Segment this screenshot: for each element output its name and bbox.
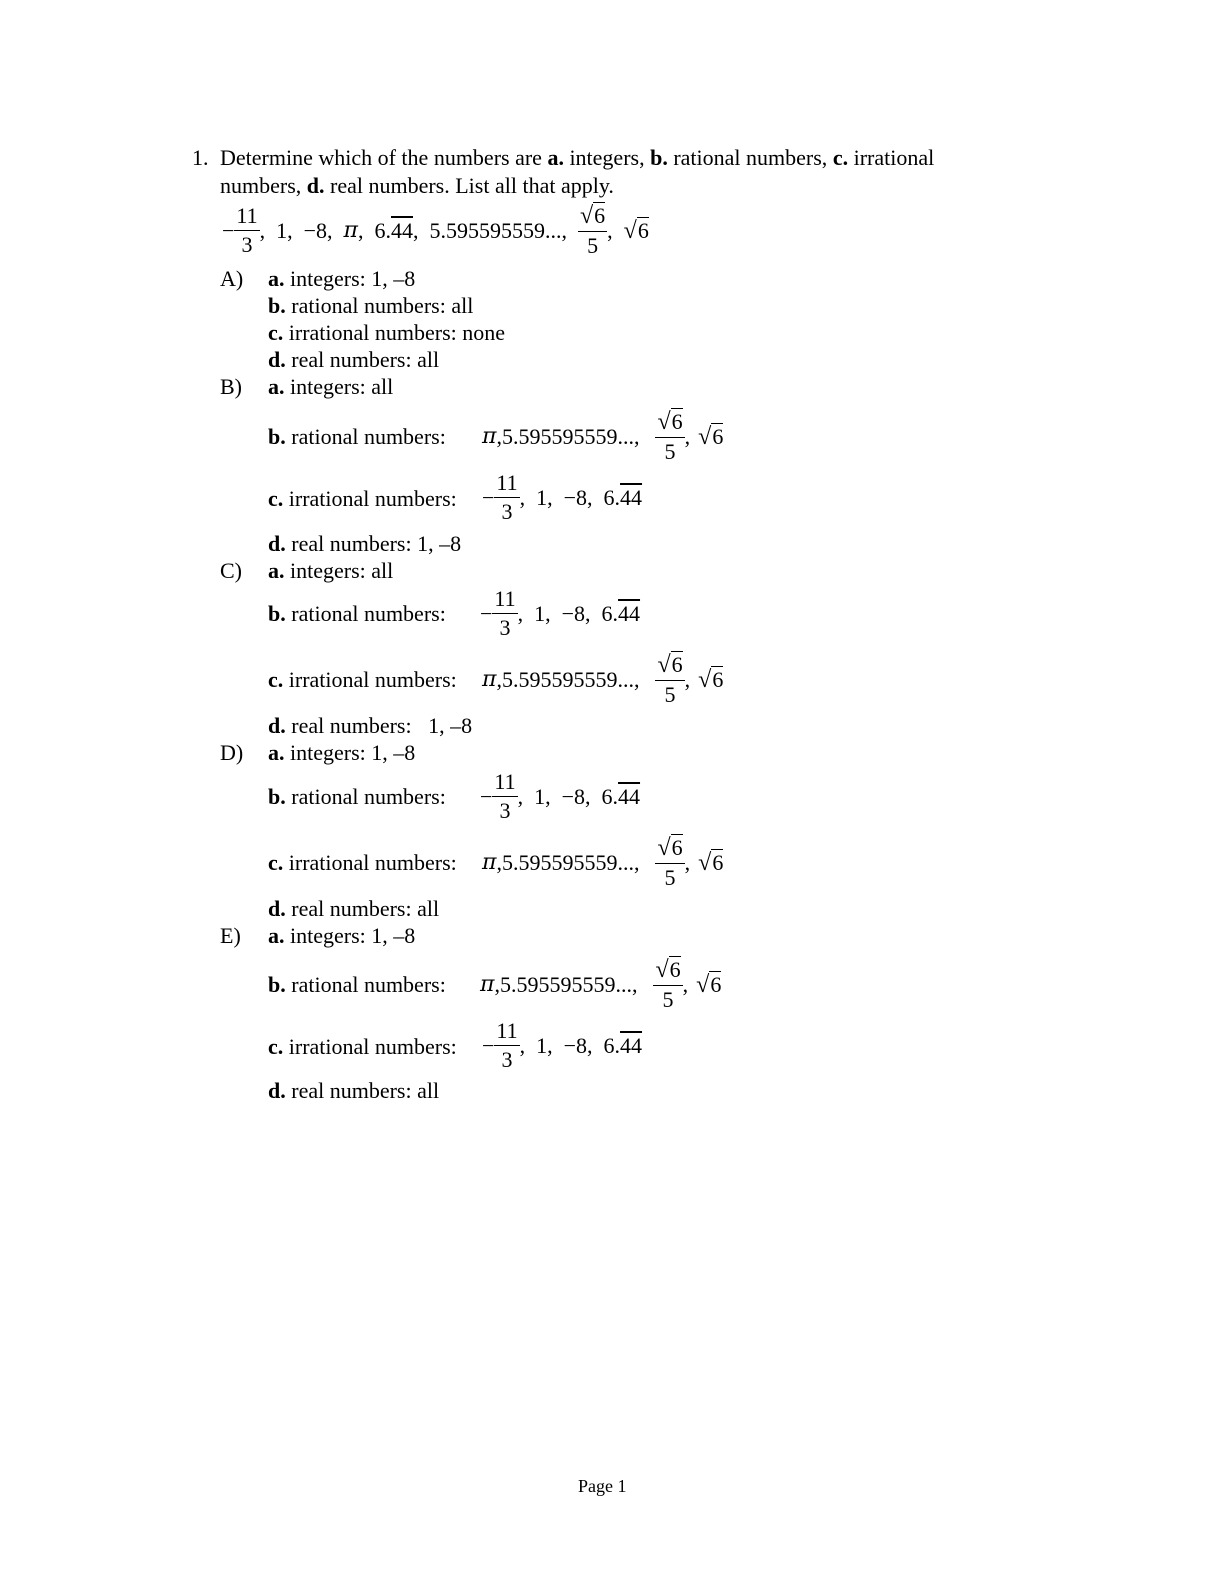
- option-d-integers: a. integers: 1, –8: [268, 740, 416, 765]
- question-number: 1.: [192, 145, 209, 170]
- fraction-sqrt6-5: $\frac{√6}{5}$: [580, 203, 606, 258]
- option-a-real: d. real numbers: all: [268, 347, 440, 372]
- option-d-irrational-expr: π ,5.595595559..., $\frac{√6}{5}$ , √6: [482, 835, 724, 890]
- page-number: Page 1: [578, 1476, 627, 1496]
- option-b-irrational-expr: − $\frac{11}{3}$ , 1, −8, 6. 44: [482, 470, 643, 524]
- option-b-real: d. real numbers: 1, –8: [268, 531, 462, 556]
- option-e-rational: b. rational numbers:: [268, 972, 446, 997]
- option-b-irrational: c. irrational numbers:: [268, 486, 457, 511]
- option-e-letter: E): [220, 923, 241, 948]
- sqrt-6: √6: [623, 217, 649, 244]
- option-b-letter: B): [220, 374, 242, 399]
- option-e-integers: a. integers: 1, –8: [268, 923, 416, 948]
- numbers-list: − $\frac{11}{3}$ , 1, −8, π , 6. 44 , 5.595595559..., $\frac{√6}{5}$ , √6: [222, 203, 649, 258]
- option-b-integers: a. integers: all: [268, 374, 394, 399]
- repeating-digits: 44: [391, 217, 413, 243]
- fraction-neg-11-3: $\frac{11}{3}$: [236, 203, 258, 257]
- option-d-irrational: c. irrational numbers:: [268, 850, 457, 875]
- question-line-1: Determine which of the numbers are a. integers, b. rational numbers, c. irrational: [220, 145, 935, 170]
- option-d-real: d. real numbers: all: [268, 896, 440, 921]
- option-c-irrational-expr: π ,5.595595559..., $\frac{√6}{5}$ , √6: [482, 652, 724, 707]
- option-c-rational: b. rational numbers:: [268, 601, 446, 626]
- option-a-letter: A): [220, 266, 244, 291]
- option-e-real: d. real numbers: all: [268, 1078, 440, 1103]
- option-b-rational: b. rational numbers:: [268, 424, 446, 449]
- option-c-real: d. real numbers: 1, –8: [268, 713, 473, 738]
- option-a-irrational: c. irrational numbers: none: [268, 320, 506, 345]
- option-a-rational: b. rational numbers: all: [268, 293, 474, 318]
- question-line-2: numbers, d. real numbers. List all that apply.: [220, 173, 614, 198]
- option-a-integers: a. integers: 1, –8: [268, 266, 416, 291]
- option-d-rational-expr: − $\frac{11}{3}$ , 1, −8, 6. 44: [480, 769, 641, 823]
- option-b-rational-expr: π ,5.595595559..., $\frac{√6}{5}$ , √6: [482, 409, 724, 464]
- option-c-irrational: c. irrational numbers:: [268, 667, 457, 692]
- option-c-rational-expr: − $\frac{11}{3}$ , 1, −8, 6. 44: [480, 586, 641, 640]
- option-e-rational-expr: π ,5.595595559..., $\frac{√6}{5}$ , √6: [480, 957, 722, 1012]
- option-e-irrational-expr: − $\frac{11}{3}$ , 1, −8, 6. 44: [482, 1018, 643, 1072]
- option-c-integers: a. integers: all: [268, 558, 394, 583]
- option-d-rational: b. rational numbers:: [268, 784, 446, 809]
- option-d-letter: D): [220, 740, 244, 765]
- option-e-irrational: c. irrational numbers:: [268, 1034, 457, 1059]
- option-c-letter: C): [220, 558, 242, 583]
